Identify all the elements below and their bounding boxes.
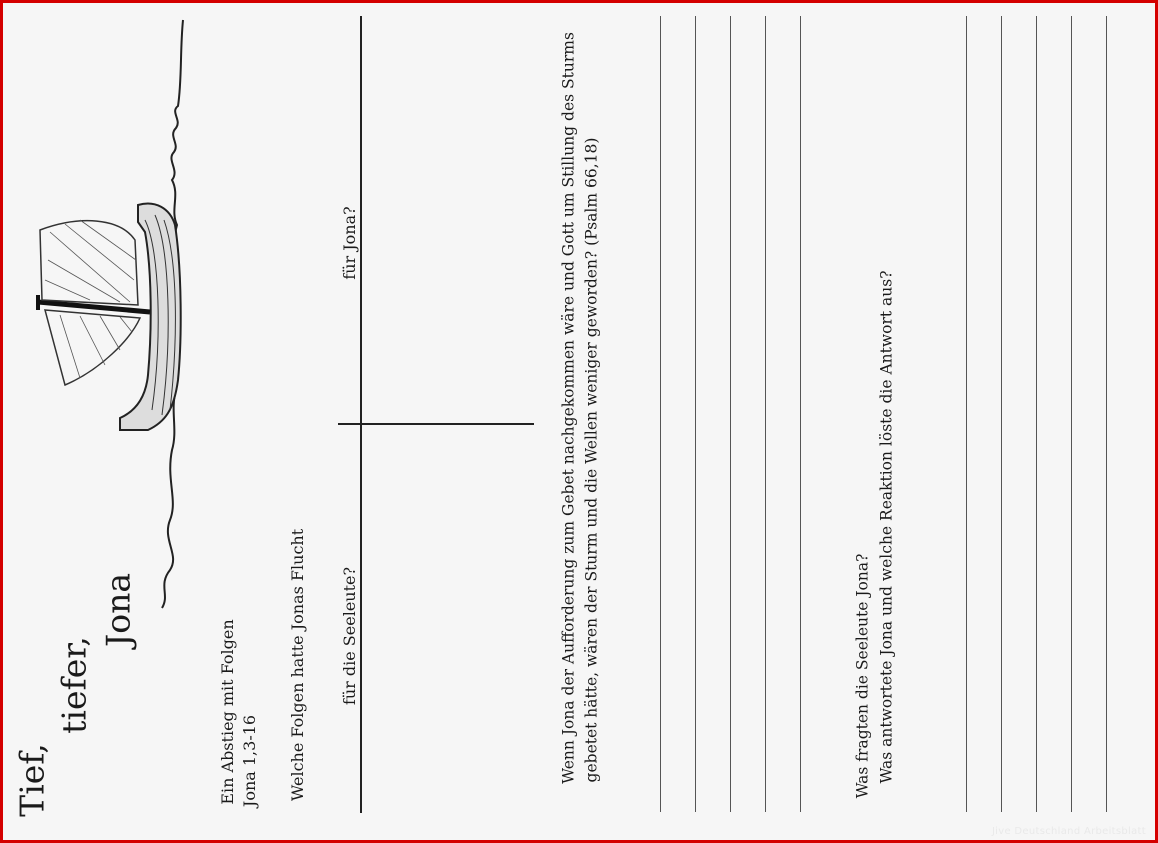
answer-rule — [800, 16, 801, 812]
answer-rule — [695, 16, 696, 812]
question1-text: Welche Folgen hatte Jonas Flucht — [288, 528, 307, 802]
watermark: Jive Deutschland Arbeitsblatt — [991, 826, 1146, 837]
subtitle-line-2: Jona 1,3-16 — [240, 714, 259, 808]
question3-line-2: Was antwortete Jona und welche Reaktion löste die Antwort aus? — [877, 270, 896, 784]
answer-rule — [730, 16, 731, 812]
subtitle-line-1: Ein Abstieg mit Folgen — [218, 619, 237, 805]
answer-rule — [966, 16, 967, 812]
ship-sail-bottom — [45, 310, 140, 385]
answer-rule — [660, 16, 661, 812]
table-horizontal-line — [338, 423, 534, 425]
table-vertical-line — [360, 16, 362, 813]
question1-col-right: für Jona? — [340, 206, 359, 280]
answer-rule — [765, 16, 766, 812]
answer-rule — [1071, 16, 1072, 812]
title-line-1: Tief, — [12, 743, 52, 817]
answer-rule — [1001, 16, 1002, 812]
ship-sail-top — [40, 221, 138, 305]
title-line-2: tiefer, — [54, 636, 94, 734]
question3-line-1: Was fragten die Seeleute Jona? — [853, 553, 872, 799]
question1-col-left: für die Seeleute? — [340, 566, 359, 706]
question2-line-1: Wenn Jona der Aufforderung zum Gebet nachgekommen wäre und Gott um Stillung des Sturms — [559, 32, 578, 784]
ship-illustration — [20, 10, 190, 610]
answer-rule — [1036, 16, 1037, 812]
answer-rule — [1106, 16, 1107, 812]
question2-line-2: gebetet hätte, wären der Sturm und die Wellen weniger geworden? (Psalm 66,18) — [582, 137, 601, 783]
title-line-3: Jona — [98, 572, 138, 648]
